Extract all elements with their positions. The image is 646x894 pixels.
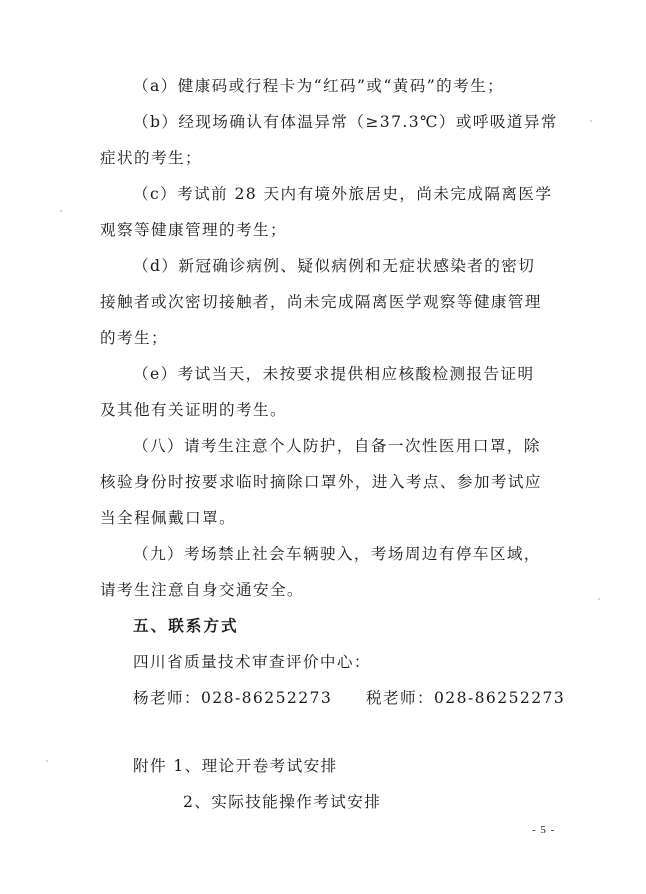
paragraph-line: （a）健康码或行程卡为“红码”或“黄码”的考生；: [133, 77, 505, 95]
paragraph-line: （九）考场禁止社会车辆驶入，考场周边有停车区域，: [133, 545, 541, 563]
paragraph-line: （八）请考生注意个人防护，自备一次性医用口罩，除: [133, 437, 541, 455]
section-heading: 五、联系方式: [133, 616, 239, 635]
scan-speck: [598, 598, 600, 600]
contact-shui: 税老师：028-86252273: [366, 689, 566, 707]
scan-speck: [590, 120, 592, 122]
paragraph-line: 核验身份时按要求临时摘除口罩外，进入考点、参加考试应: [100, 473, 542, 491]
paragraph-line: （c）考试前 28 天内有境外旅居史，尚未完成隔离医学: [133, 185, 553, 203]
paragraph-line: 观察等健康管理的考生；: [100, 221, 287, 239]
paragraph-line: （e）考试当天，未按要求提供相应核酸检测报告证明: [133, 365, 535, 383]
paragraph-line: 的考生；: [100, 329, 168, 347]
paragraph-line: 及其他有关证明的考生。: [100, 401, 287, 419]
paragraph-line: 症状的考生；: [100, 149, 202, 167]
scan-speck: [60, 210, 62, 212]
contact-yang: 杨老师：028-86252273: [133, 689, 333, 707]
paragraph-line: （b）经现场确认有体温异常（≥37.3℃）或呼吸道异常: [133, 113, 558, 131]
paragraph-line: （d）新冠确诊病例、疑似病例和无症状感染者的密切: [133, 257, 536, 275]
paragraph-line: 接触者或次密切接触者，尚未完成隔离医学观察等健康管理: [100, 293, 542, 311]
page-number: - 5 -: [532, 824, 556, 836]
scan-speck: [46, 760, 48, 762]
attachment-2: 2、实际技能操作考试安排: [183, 793, 382, 811]
paragraph-line: 请考生注意自身交通安全。: [100, 581, 304, 599]
organization-name: 四川省质量技术审查评价中心：: [133, 653, 371, 671]
attachment-1: 附件 1、理论开卷考试安排: [133, 757, 338, 775]
paragraph-line: 当全程佩戴口罩。: [100, 509, 236, 527]
